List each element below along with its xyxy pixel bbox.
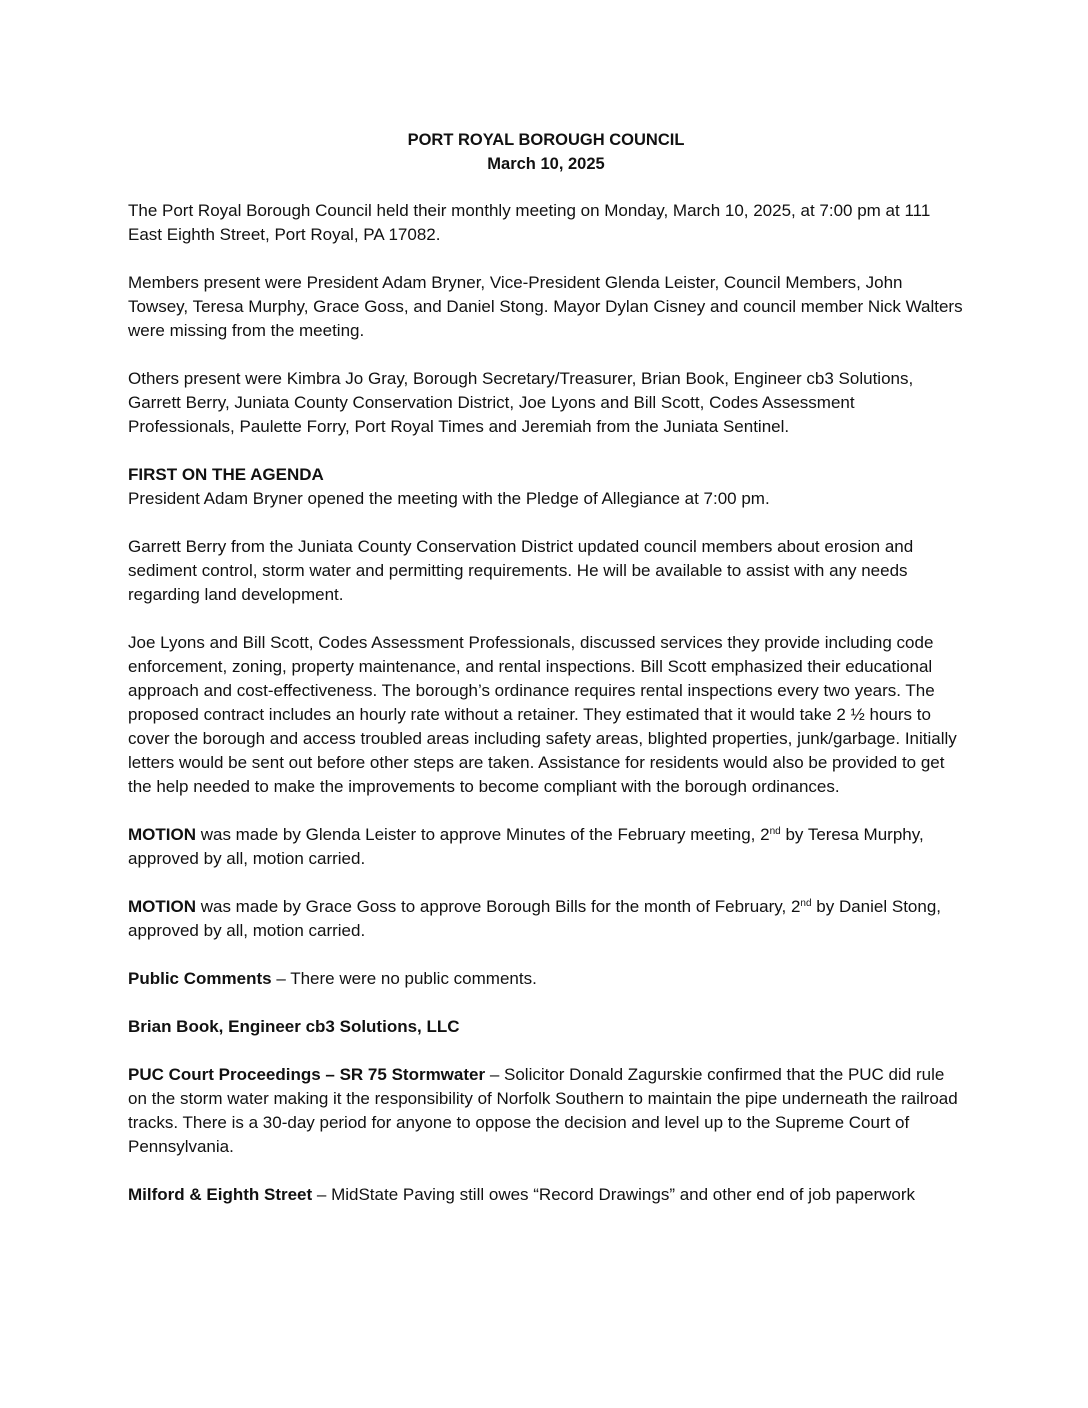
milford-text: – MidState Paving still owes “Record Drawings” and other end of job paperwork (312, 1185, 916, 1204)
agenda-heading: FIRST ON THE AGENDA (128, 465, 324, 484)
agenda-paragraph: President Adam Bryner opened the meeting with the Pledge of Allegiance at 7:00 pm. (128, 489, 770, 508)
motion-label: MOTION (128, 897, 196, 916)
motion-minutes-paragraph (128, 823, 964, 871)
motion-text: by Daniel Stong, approved by all, motion carried. (128, 897, 942, 940)
milford-label: Milford & Eighth Street (128, 1185, 313, 1204)
codes-paragraph: Joe Lyons and Bill Scott, Codes Assessment Professionals, discussed services they provide including code enforcement, zoning, property maintenance, and rental inspections. Bill Scott emphasized their educational approach and cost-effectiveness. The borough’s ordinance requires rental inspections every two years. The proposed contract includes an hourly rate without a retainer. They estimated that it would take 2 ½ hours to cover the borough and access troubled areas including safety areas, blighted properties, junk/garbage. Initially letters would be sent out before other steps are taken. Assistance for residents would also be provided to get the help needed to make the improvements to become compliant with the borough ordinances. (128, 633, 957, 796)
intro-paragraph: The Port Royal Borough Council held their monthly meeting on Monday, March 10, 2025, at 7:00 pm at 111 East Eighth Street, Port Royal, PA 17082. (128, 201, 931, 244)
motion-text: by Teresa Murphy, approved by all, motion carried. (128, 825, 924, 868)
milford-paragraph (128, 1183, 964, 1207)
conservation-paragraph: Garrett Berry from the Juniata County Conservation District updated council members about erosion and sediment control, storm water and permitting requirements. He will be available to assist with any needs regarding land development. (128, 537, 914, 604)
motion-text: was made by Glenda Leister to approve Minutes of the February meeting, 2 (196, 825, 770, 844)
meeting-date: March 10, 2025 (487, 155, 605, 173)
public-comments-label: Public Comments (128, 969, 272, 988)
puc-text: – Solicitor Donald Zagurskie confirmed that the PUC did rule on the storm water making it the responsibility of Norfolk Southern to maintain the pipe underneath the railroad tracks. There is a 30-day period for anyone to oppose the decision and level up to the Supreme Court of Pennsylvania. (128, 1065, 958, 1156)
puc-label: PUC Court Proceedings – SR 75 Stormwater (128, 1065, 486, 1084)
ordinal-suffix: nd (769, 826, 781, 837)
document-page (128, 128, 964, 1231)
ordinal-suffix: nd (800, 898, 812, 909)
motion-bills-paragraph (128, 895, 964, 943)
members-paragraph: Members present were President Adam Bryner, Vice-President Glenda Leister, Council Members, John Towsey, Teresa Murphy, Grace Goss, and Daniel Stong. Mayor Dylan Cisney and council member Nick Walters were missing from the meeting. (128, 273, 963, 340)
motion-text: was made by Grace Goss to approve Borough Bills for the month of February, 2 (196, 897, 801, 916)
others-paragraph: Others present were Kimbra Jo Gray, Borough Secretary/Treasurer, Brian Book, Engineer cb3 Solutions, Garrett Berry, Juniata County Conservation District, Joe Lyons and Bill Scott, Codes Assessment Professionals, Paulette Forry, Port Royal Times and Jeremiah from the Juniata Sentinel. (128, 369, 914, 436)
motion-label: MOTION (128, 825, 196, 844)
public-comments-paragraph (128, 967, 964, 991)
public-comments-text: – There were no public comments. (271, 969, 537, 988)
document-title: PORT ROYAL BOROUGH COUNCIL (407, 131, 685, 149)
puc-paragraph (128, 1063, 964, 1159)
engineer-heading: Brian Book, Engineer cb3 Solutions, LLC (128, 1017, 460, 1036)
